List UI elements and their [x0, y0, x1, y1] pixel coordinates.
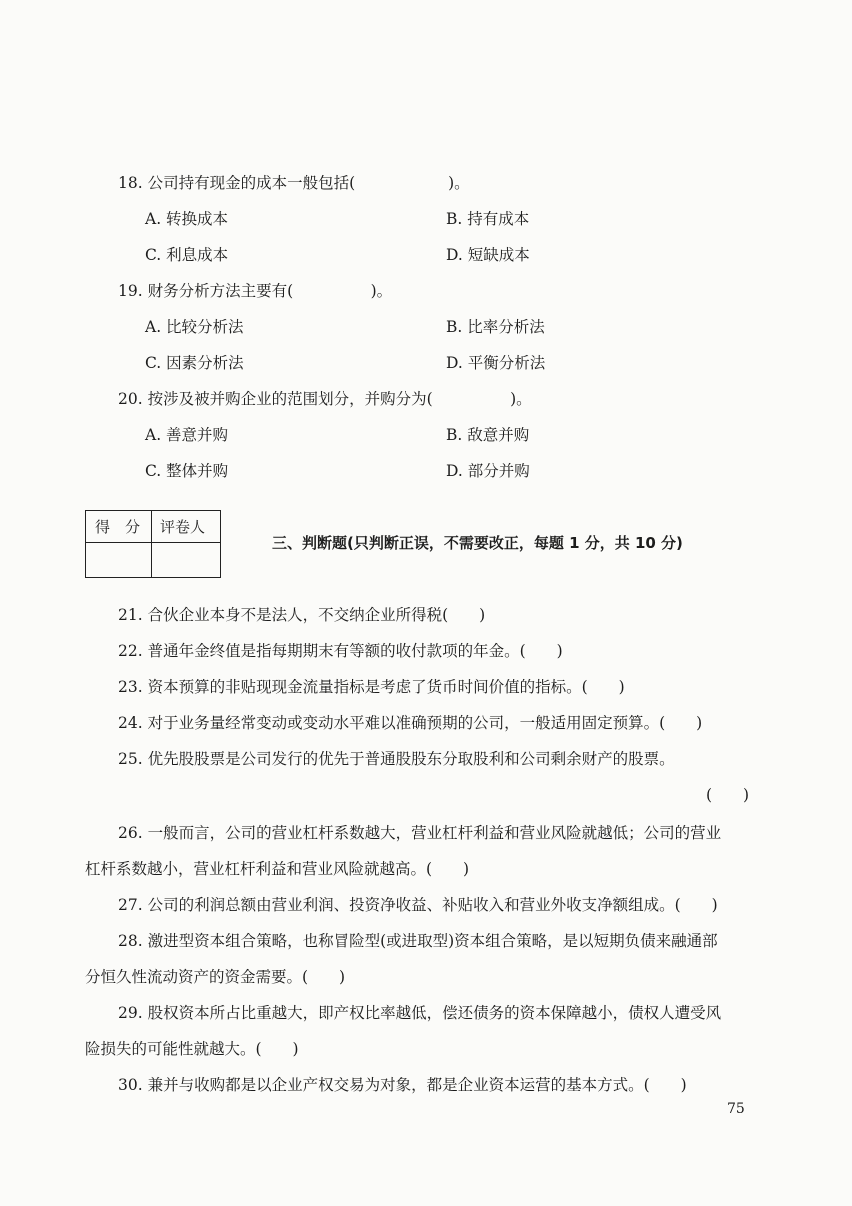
question-20-option-d: D. 部分并购 [446, 462, 530, 480]
score-label: 得 分 [95, 518, 141, 536]
question-19-stem: 19. 财务分析方法主要有( )。 [118, 282, 393, 300]
score-box-divider [151, 511, 152, 577]
question-19-option-b: B. 比率分析法 [446, 318, 545, 336]
question-18-option-a: A. 转换成本 [145, 210, 229, 228]
question-27: 27. 公司的利润总额由营业利润、投资净收益、补贴收入和营业外收支净额组成。( ) [118, 896, 718, 914]
page-number: 75 [727, 1101, 745, 1117]
question-20-option-a: A. 善意并购 [145, 426, 229, 444]
question-22: 22. 普通年金终值是指每期期末有等额的收付款项的年金。( ) [118, 642, 563, 660]
grader-label: 评卷人 [160, 518, 206, 536]
question-29-line-2: 险损失的可能性就越大。( ) [85, 1040, 299, 1058]
section-3-title: 三、判断题(只判断正误，不需要改正，每题 1 分，共 10 分) [272, 534, 683, 552]
question-25-text: 25. 优先股股票是公司发行的优先于普通股股东分取股利和公司剩余财产的股票。 [118, 750, 675, 768]
question-23: 23. 资本预算的非贴现现金流量指标是考虑了货币时间价值的指标。( ) [118, 678, 625, 696]
question-20-stem: 20. 按涉及被并购企业的范围划分，并购分为( )。 [118, 390, 532, 408]
question-19-option-d: D. 平衡分析法 [446, 354, 546, 372]
question-19-option-c: C. 因素分析法 [145, 354, 244, 372]
question-26-line-1: 26. 一般而言，公司的营业杠杆系数越大，营业杠杆利益和营业风险就越低；公司的营业 [118, 824, 722, 842]
question-18-option-c: C. 利息成本 [145, 246, 229, 264]
question-28-line-1: 28. 激进型资本组合策略，也称冒险型(或进取型)资本组合策略，是以短期负债来融通部 [118, 932, 718, 950]
question-18-stem: 18. 公司持有现金的成本一般包括( )。 [118, 174, 470, 192]
question-21: 21. 合伙企业本身不是法人，不交纳企业所得税( ) [118, 606, 486, 624]
score-box-rule [86, 542, 220, 543]
question-30: 30. 兼并与收购都是以企业产权交易为对象，都是企业资本运营的基本方式。( ) [118, 1076, 687, 1094]
question-28-line-2: 分恒久性流动资产的资金需要。( ) [85, 968, 346, 986]
question-26-line-2: 杠杆系数越小，营业杠杆利益和营业风险就越高。( ) [85, 860, 470, 878]
question-20-option-b: B. 敌意并购 [446, 426, 530, 444]
question-19-option-a: A. 比较分析法 [145, 318, 244, 336]
question-18-option-d: D. 短缺成本 [446, 246, 530, 264]
question-20-option-c: C. 整体并购 [145, 462, 229, 480]
question-29-line-1: 29. 股权资本所占比重越大，即产权比率越低，偿还债务的资本保障越小，债权人遭受风 [118, 1004, 722, 1022]
score-box [85, 510, 221, 578]
question-25-answer-bracket: ( ) [706, 786, 750, 804]
question-18-option-b: B. 持有成本 [446, 210, 530, 228]
question-24: 24. 对于业务量经常变动或变动水平难以准确预期的公司，一般适用固定预算。( ) [118, 714, 703, 732]
